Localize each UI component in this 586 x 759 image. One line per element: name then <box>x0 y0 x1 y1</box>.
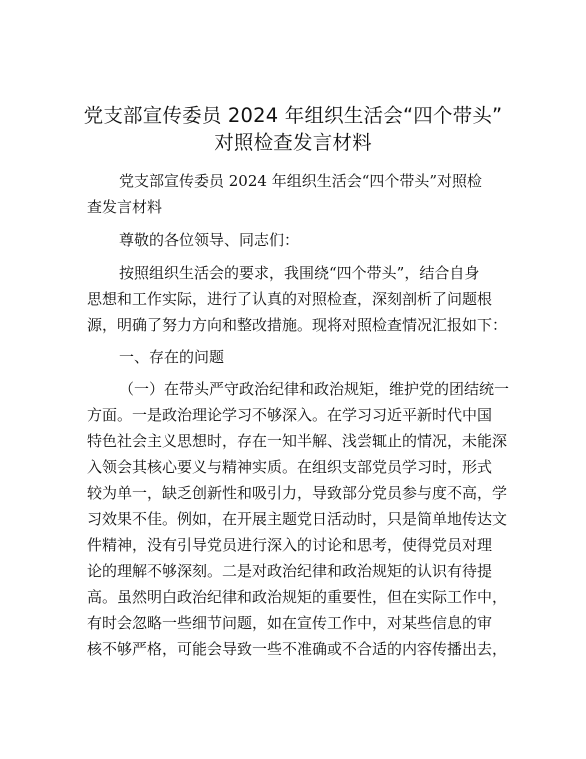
document-title-line-1: 党支部宣传委员 2024 年组织生活会“四个带头” <box>83 104 503 127</box>
body-line-1: （一）在带头严守政治纪律和政治规矩，维护党的团结统一 <box>119 380 510 398</box>
intro-line-2: 思想和工作实际，进行了认真的对照检查，深刻剖析了问题根 <box>87 290 493 308</box>
body-line-9: 高。虽然明白政治纪律和政治规矩的重要性，但在实际工作中， <box>87 588 508 606</box>
subtitle-line-1: 党支部宣传委员 2024 年组织生活会“四个带头”对照检 <box>119 172 483 190</box>
subtitle-line-2: 查发言材料 <box>87 198 163 216</box>
greeting: 尊敬的各位领导、同志们： <box>119 231 300 249</box>
section-heading: 一、存在的问题 <box>119 348 225 366</box>
body-line-4: 入领会其核心要义与精神实质。在组织支部党员学习时，形式 <box>87 458 493 476</box>
body-line-10: 有时会忽略一些细节问题，如在宣传工作中，对某些信息的审 <box>87 614 493 632</box>
body-line-7: 件精神，没有引导党员进行深入的讨论和思考，使得党员对理 <box>87 536 493 554</box>
body-line-11: 核不够严格，可能会导致一些不准确或不合适的内容传播出去， <box>87 640 508 658</box>
document-title-line-2: 对照检查发言材料 <box>214 131 372 154</box>
body-line-3: 特色社会主义思想时，存在一知半解、浅尝辄止的情况，未能深 <box>87 432 508 450</box>
intro-line-3: 源，明确了努力方向和整改措施。现将对照检查情况汇报如下： <box>87 316 508 334</box>
body-line-6: 习效果不佳。例如，在开展主题党日活动时，只是简单地传达文 <box>87 510 508 528</box>
body-line-5: 较为单一，缺乏创新性和吸引力，导致部分党员参与度不高，学 <box>87 484 508 502</box>
body-line-8: 论的理解不够深刻。二是对政治纪律和政治规矩的认识有待提 <box>87 562 493 580</box>
intro-line-1: 按照组织生活会的要求，我围绕“四个带头”，结合自身 <box>119 264 480 282</box>
body-line-2: 方面。一是政治理论学习不够深入。在学习习近平新时代中国 <box>87 406 493 424</box>
